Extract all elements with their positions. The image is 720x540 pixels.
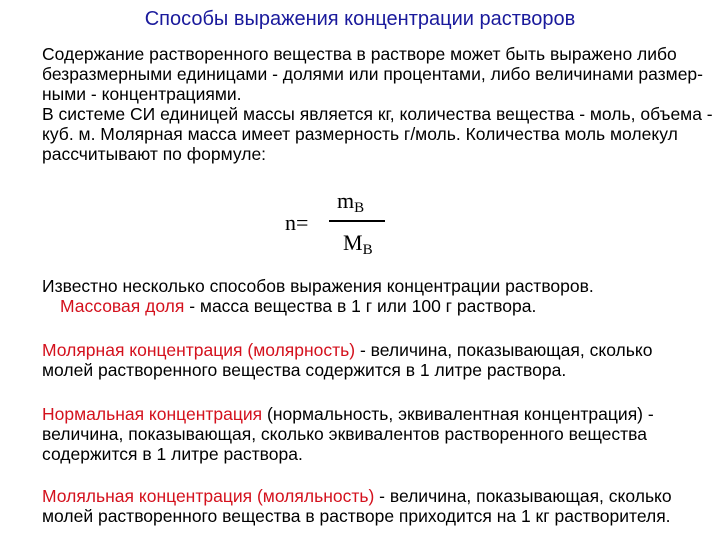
denominator-symbol: M xyxy=(343,230,363,255)
molality-definition xyxy=(42,486,712,526)
molality-text-line2: молей растворенного вещества в растворе приходится на 1 кг растворителя. xyxy=(42,506,671,526)
page-title: Способы выражения концентрации растворов xyxy=(144,8,576,30)
intro-line: рассчитывают по формуле: xyxy=(42,144,267,164)
normality-definition xyxy=(42,404,712,464)
intro-line: безразмерными единицами - долями или процентами, либо величинами размер- xyxy=(42,64,703,84)
methods-intro: Известно несколько способов выражения концентрации растворов. xyxy=(42,276,594,296)
molality-text: - величина, показывающая, сколько xyxy=(374,486,672,506)
moles-formula xyxy=(285,188,395,264)
molality-term: Моляльная концентрация (моляльность) xyxy=(42,486,375,506)
intro-line: Содержание растворенного вещества в растворе может быть выражено либо xyxy=(42,44,677,64)
mass-fraction-term: Массовая доля xyxy=(60,296,185,316)
formula-denominator xyxy=(343,230,373,256)
molarity-text: - величина, показывающая, сколько xyxy=(355,340,653,360)
molarity-definition xyxy=(42,340,712,380)
normality-text-line2: величина, показывающая, сколько эквивалентов растворенного вещества xyxy=(42,424,648,444)
intro-line: куб. м. Молярная масса имеет размерность г/моль. Количества моль молекул xyxy=(42,124,678,144)
mass-fraction-definition xyxy=(42,296,712,316)
intro-line: В системе СИ единицей массы является кг, количества вещества - моль, объема - xyxy=(42,104,713,124)
intro-paragraph xyxy=(42,44,712,164)
normality-term: Нормальная концентрация xyxy=(42,404,263,424)
denominator-subscript: B xyxy=(362,242,373,258)
intro-line: ными - концентрациями. xyxy=(42,84,242,104)
normality-text: (нормальность, эквивалентная концентрация) - xyxy=(262,404,654,424)
mass-fraction-text: - масса вещества в 1 г или 100 г раствора. xyxy=(184,296,537,316)
formula-numerator xyxy=(337,188,364,214)
molarity-text-line2: молей растворенного вещества содержится в 1 литре раствора. xyxy=(42,360,567,380)
normality-text-line3: содержится в 1 литре раствора. xyxy=(42,444,303,464)
numerator-symbol: m xyxy=(337,188,355,213)
numerator-subscript: B xyxy=(354,200,365,216)
molarity-term: Молярная концентрация (молярность) xyxy=(42,340,356,360)
methods-section xyxy=(42,276,712,316)
fraction-bar xyxy=(329,220,385,222)
formula-lhs: n= xyxy=(285,210,309,235)
